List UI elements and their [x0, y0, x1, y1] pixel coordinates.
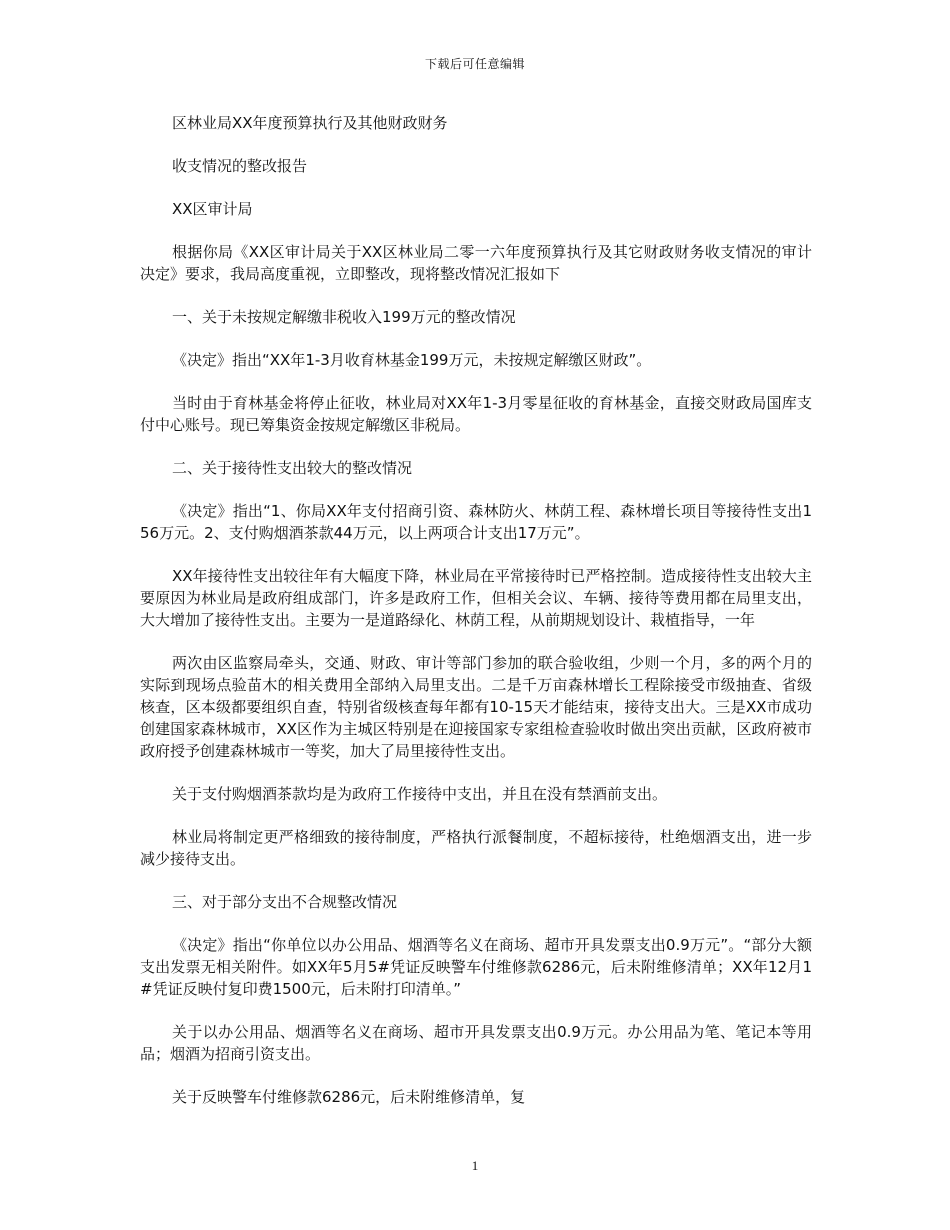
report-title-line-2: 收支情况的整改报告 — [172, 157, 308, 175]
page-number: 1 — [471, 1158, 479, 1173]
paragraph: 《决定》指出“你单位以办公用品、烟酒等名义在商场、超市开具发票支出0.9万元”。“部分大额支出发票无相关附件。如XX年5月5#凭证反映警车付维修款6286元，后未附维修清单；XX年12月1#凭证反映付复印费1500元，后未附打印清单。” — [140, 936, 812, 998]
paragraph: 当时由于育林基金将停止征收，林业局对XX年1-3月零星征收的育林基金，直接交财政局国库支付中心账号。现已筹集资金按规定解缴区非税局。 — [140, 394, 812, 434]
paragraph: 《决定》指出“XX年1-3月收育林基金199万元，未按规定解缴区财政”。 — [172, 351, 652, 369]
section-heading-2: 二、关于接待性支出较大的整改情况 — [172, 459, 413, 477]
paragraph: 关于反映警车付维修款6286元，后未附维修清单，复 — [172, 1088, 526, 1106]
paragraph: XX年接待性支出较往年有大幅度下降，林业局在平常接待时已严格控制。造成接待性支出较大主要原因为林业局是政府组成部门，许多是政府工作，但相关会议、车辆、接待等费用都在局里支出，大大增加了接待性支出。主要为一是道路绿化、林荫工程，从前期规划设计、栽植指导，一年 — [140, 567, 812, 629]
report-title-line-1: 区林业局XX年度预算执行及其他财政财务 — [172, 114, 448, 132]
addressee: XX区审计局 — [172, 200, 253, 218]
intro-paragraph: 根据你局《XX区审计局关于XX区林业局二零一六年度预算执行及其它财政财务收支情况的审计决定》要求，我局高度重视，立即整改，现将整改情况汇报如下 — [140, 243, 812, 283]
section-heading-1: 一、关于未按规定解缴非税收入199万元的整改情况 — [172, 308, 516, 326]
section-heading-3: 三、对于部分支出不合规整改情况 — [172, 893, 398, 911]
paragraph: 林业局将制定更严格细致的接待制度，严格执行派餐制度，不超标接待，杜绝烟酒支出，进一步减少接待支出。 — [140, 828, 812, 868]
paragraph: 两次由区监察局牵头，交通、财政、审计等部门参加的联合验收组，少则一个月，多的两个月的实际到现场点验苗木的相关费用全部纳入局里支出。二是千万亩森林增长工程除接受市级抽查、省级核查，区本级都要组织自查，特别省级核查每年都有10-15天才能结束，接待支出大。三是XX市成功创建国家森林城市，XX区作为主城区特别是在迎接国家专家组检查验收时做出突出贡献，区政府被市政府授予创建森林城市一等奖，加大了局里接待性支出。 — [140, 654, 812, 760]
paragraph: 关于支付购烟酒茶款均是为政府工作接待中支出，并且在没有禁酒前支出。 — [172, 785, 668, 803]
paragraph: 《决定》指出“1、你局XX年支付招商引资、森林防火、林荫工程、森林增长项目等接待性支出156万元。2、支付购烟酒茶款44万元，以上两项合计支出17万元”。 — [140, 502, 812, 542]
paragraph: 关于以办公用品、烟酒等名义在商场、超市开具发票支出0.9万元。办公用品为笔、笔记本等用品；烟酒为招商引资支出。 — [140, 1023, 812, 1063]
document-body — [140, 112, 812, 1129]
page-header-note: 下载后可任意编辑 — [424, 57, 525, 71]
